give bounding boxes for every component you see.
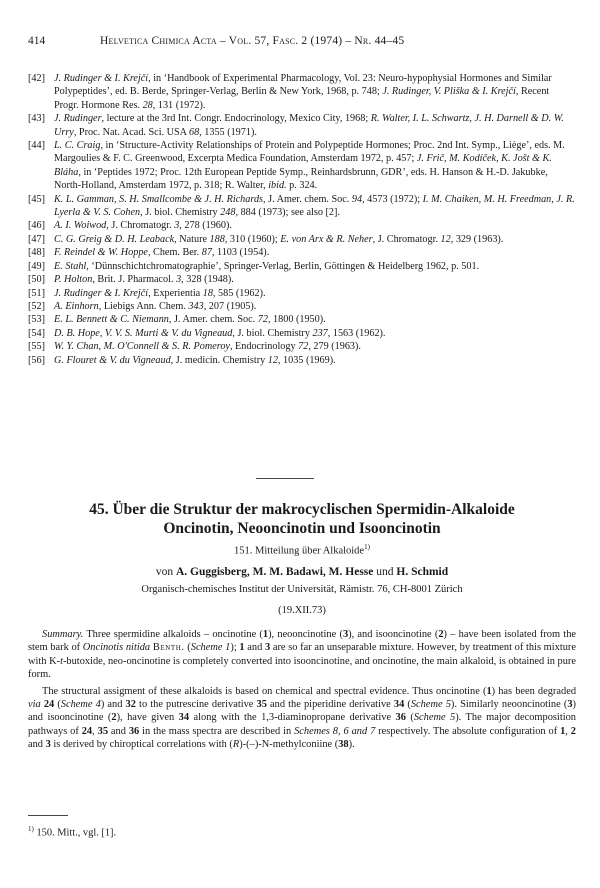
section-separator: [256, 478, 314, 479]
running-head: Helvetica Chimica Acta – Vol. 57, Fasc. 2 (1974) – Nr. 44–45: [100, 35, 405, 47]
footnote-mark: 1): [28, 825, 34, 833]
reference-text: J. Rudinger & I. Krejčí, in ‘Handbook of Experimental Pharmacology, Vol. 23: Neuro-hypophysial Hormones and Similar Polypeptides’, ed. B. Berde, Springer-Verlag, Berlin & New York, 1968, p. 748; J. Rudinger, V. Pliška & I. Krejčí, Recent Progr. Hormone Res. 28, 131 (1972).: [54, 73, 552, 111]
authors-and: und: [376, 566, 394, 578]
reference-text: C. G. Greig & D. H. Leaback, Nature 188, 310 (1960); E. von Arx & R. Neher, J. Chromatogr. 12, 329 (1963).: [54, 233, 504, 245]
footnote-marker: 1): [364, 543, 370, 551]
article-subtitle: [28, 541, 576, 558]
reference-number: [46]: [28, 220, 45, 232]
reference-text: E. Stahl, ‘Dünnschichtchromatographie’, Springer-Verlag, Berlin, Göttingen & Heidelberg 1962, p. 501.: [54, 260, 480, 272]
reference-text: A. Einhorn, Liebigs Ann. Chem. 343, 207 (1905).: [54, 300, 257, 312]
reference-text: L. C. Craig, in ‘Structure-Activity Relationships of Protein and Polypeptide Hormones; Proc. 2nd Int. Symp., Liège’, eds. M. Margoulies & F. C. Greenwood, Excerpta Medica Foundation, Amsterdam 1972, p. 457; J. Frič, M. Kodíček, K. Jošt & K. Bláha, in ‘Peptides 1972; Proc. 12th European Peptide Symp., Reinhardsbrunn, GDR’, eds. H. Hanson & H.-D. Jakubke, North-Holland, Amsterdam 1972, p. 318; R. Walter, ibid. p. 324.: [54, 140, 565, 192]
reference-number: [55]: [28, 341, 45, 353]
reference-text: J. Rudinger, lecture at the 3rd Int. Congr. Endocrinology, Mexico City, 1968; R. Walter, I. L. Schwartz, J. H. Darnell & D. W. Urry, Proc. Nat. Acad. Sci. USA 68, 1355 (1971).: [54, 113, 564, 138]
reference-number: [56]: [28, 354, 45, 366]
reference-number: [53]: [28, 314, 45, 326]
institute-affiliation: Organisch-chemisches Institut der Universität, Rämistr. 76, CH-8001 Zürich: [141, 584, 463, 595]
reference-number: [42]: [28, 73, 45, 84]
body-paragraph: The structural assigment of these alkaloids is based on chemical and spectral evidence. Thus oncinotine (1) has been degraded via 24 (Scheme 4) and 32 to the putrescine derivative 35 and the piperidine derivative 34 (Scheme 5). Similarly neooncinotine (3) and isooncinotine (2), have given 34 along with the 1,3-diaminopropane derivative 36 (Scheme 5). The major decomposition pathways of 24, 35 and 36 in the mass spectra are described in Schemes 8, 6 and 7 respectively. The absolute configuration of 1, 2 and 3 is derived by chiroptical correlations with (R)-(–)-N-methylconiine (38).: [28, 685, 577, 751]
reference-text: W. Y. Chan, M. O'Connell & S. R. Pomeroy, Endocrinology 72, 279 (1963).: [54, 341, 361, 353]
reference-item: [28, 260, 576, 273]
author-last: H. Schmid: [396, 566, 449, 578]
reference-number: [43]: [28, 113, 45, 125]
reference-item: [28, 219, 576, 232]
reference-item: [28, 300, 576, 313]
reference-text: P. Holton, Brit. J. Pharmacol. 3, 328 (1948).: [54, 274, 234, 286]
footnote-rule: [28, 815, 68, 816]
reference-number: [48]: [28, 247, 45, 259]
reference-item: [28, 112, 576, 139]
reference-number: [47]: [28, 233, 45, 245]
reference-number: [52]: [28, 300, 45, 312]
reference-text: J. Rudinger & I. Krejčí, Experientia 18, 585 (1962).: [54, 287, 266, 299]
article-title-line-2: Oncinotin, Neooncinotin und Isooncinotin: [163, 520, 441, 537]
article-title-line-1: 45. Über die Struktur der makrocyclischen Spermidin-Alkaloide: [89, 501, 515, 518]
reference-number: [51]: [28, 287, 45, 299]
footnote-text: 150. Mitt., vgl. [1].: [36, 827, 117, 839]
reference-item: [28, 233, 576, 246]
reference-item: [28, 273, 576, 286]
received-date: (19.XII.73): [278, 605, 326, 616]
footnote: [28, 823, 576, 839]
reference-item: [28, 340, 576, 353]
reference-number: [45]: [28, 193, 45, 205]
reference-number: [49]: [28, 260, 45, 272]
authors-prefix: von: [155, 566, 174, 578]
reference-item: [28, 354, 576, 367]
reference-item: [28, 139, 576, 193]
author-line: [28, 565, 576, 580]
summary-paragraph: Summary. Three spermidine alkaloids – oncinotine (1), neooncinotine (3), and isooncinotine (2) – have been isolated from the stem bark of Oncinotis nitida Benth. (Scheme 1); 1 and 3 are so far an unseparable mixture. However, by treatment of this mixture with K-t-butoxide, neo-oncinotine is completely converted into isooncinotine, and oncinotine, the main alkaloid, is obtained in pure form.: [28, 629, 577, 681]
article-title: [28, 500, 576, 538]
reference-text: A. I. Woiwod, J. Chromatogr. 3, 278 (1960).: [54, 220, 232, 232]
reference-item: [28, 327, 576, 340]
reference-item: [28, 287, 576, 300]
reference-item: [28, 193, 576, 220]
author-names: A. Guggisberg, M. M. Badawi, M. Hesse: [175, 566, 374, 578]
reference-text: D. B. Hope, V. V. S. Murti & V. du Vigneaud, J. biol. Chemistry 237, 1563 (1962).: [54, 327, 386, 339]
reference-list: [28, 72, 576, 367]
page-number: 414: [28, 35, 46, 47]
running-header: [28, 35, 573, 51]
reference-item: [28, 72, 576, 112]
reference-text: K. L. Gamman, S. H. Smallcombe & J. H. Richards, J. Amer. chem. Soc. 94, 4573 (1972); I. M. Chaiken, M. H. Freedman, J. R. Lyerla & V. S. Cohen, J. biol. Chemistry 248, 884 (1973); see also [2].: [54, 193, 575, 219]
reference-item: [28, 313, 576, 326]
reference-number: [50]: [28, 274, 45, 286]
subtitle-text: 151. Mitteilung über Alkaloide: [234, 545, 365, 557]
article-body: [28, 628, 576, 755]
reference-text: E. L. Bennett & C. Niemann, J. Amer. chem. Soc. 72, 1800 (1950).: [54, 314, 326, 326]
reference-number: [54]: [28, 327, 45, 339]
reference-item: [28, 246, 576, 259]
reference-text: F. Reindel & W. Hoppe, Chem. Ber. 87, 1103 (1954).: [54, 247, 270, 259]
reference-text: G. Flouret & V. du Vigneaud, J. medicin. Chemistry 12, 1035 (1969).: [54, 354, 336, 366]
reference-number: [44]: [28, 140, 45, 152]
